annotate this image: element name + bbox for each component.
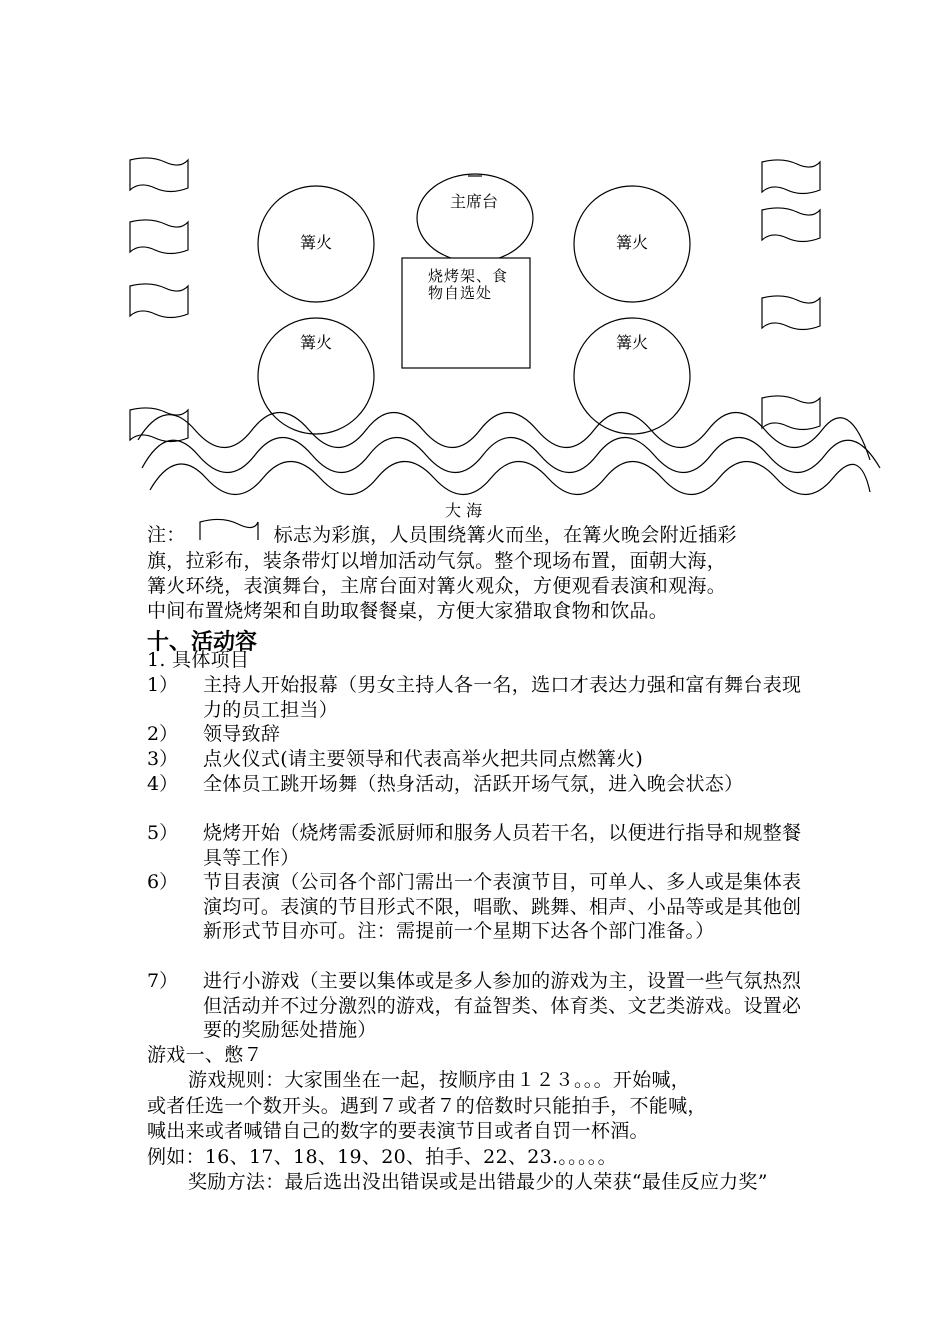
note-line [147,523,737,548]
sea-wave [150,462,870,495]
list-number: 5） [147,822,179,844]
flag-icon [762,396,820,430]
game-rules: 游戏规则：大家围坐在一起，按顺序由１２３。。。开始喊， [188,1069,691,1091]
list-number: 3） [147,748,179,770]
subsection-title: 1. 具体项目 [147,649,250,671]
sea-wave [138,413,870,461]
bonfire-label: 篝火 [300,233,333,252]
flag-icon [762,208,820,242]
section-title: 十、活动容 [147,629,258,655]
bbq-label: 烧烤架、食物自选处 [428,267,509,302]
bonfire-label: 篝火 [616,233,649,252]
game-title: 游戏一、憋７ [147,1044,263,1066]
list-number: 6） [147,871,179,893]
bonfire-label: 篝火 [300,333,333,352]
game-rules: 或者任选一个数开头。遇到７或者７的倍数时只能拍手，不能喊， [147,1095,707,1117]
flag-icon [130,220,188,254]
note-prefix: 注： [147,524,186,546]
flag-icon [130,158,188,192]
list-text: 节目表演（公司各个部门需出一个表演节目，可单人、多人或是集体表演均可。表演的节目形式不限，唱歌、跳舞、相声、小品等或是其他创新形式节目亦可。注：需提前一个星期下达各个部门准备。） [203,871,802,942]
game-reward: 奖励方法：最后选出没出错误或是出错最少的人荣获“最佳反应力奖” [188,1171,768,1193]
list-text: 点火仪式(请主要领导和代表高举火把共同点燃篝火) [203,748,644,770]
list-number: 1） [147,674,179,696]
stage-label: 主席台 [450,192,499,211]
note-line: 中间布置烧烤架和自助取餐餐桌，方便大家猎取食物和饮品。 [147,600,669,622]
list-text: 进行小游戏（主要以集体或是多人参加的游戏为主，设置一些气氛热烈但活动并不过分激烈的游戏，有益智类、体育类、文艺类游戏。设置必要的奖励惩处措施） [203,970,802,1041]
main-stage-ellipse [417,174,533,262]
flag-icon [130,408,188,442]
game-rules: 喊出来或者喊错自己的数字的要表演节目或者自罚一杯酒。 [147,1120,649,1142]
sea-wave [142,438,880,473]
flag-icon [762,296,820,330]
sea-label: 大 海 [445,501,483,520]
list-text: 全体员工跳开场舞（热身活动，活跃开场气氛，进入晚会状态） [203,773,744,795]
note-line: 旗，拉彩布，装条带灯以增加活动气氛。整个现场布置，面朝大海， [147,550,727,572]
flag-icon [762,160,820,194]
list-number: 4） [147,773,179,795]
list-text: 领导致辞 [203,723,281,745]
flag-icon [130,284,188,318]
game-example: 例如：16、17、18、19、20、拍手、22、23.。。。。。 [147,1146,617,1168]
bonfire-label: 篝火 [616,333,649,352]
list-number: 7） [147,970,179,992]
list-text: 主持人开始报幕（男女主持人各一名，选口才表达力强和富有舞台表现力的员工担当） [203,674,802,721]
note-text: 标志为彩旗，人员围绕篝火而坐，在篝火晚会附近插彩 [273,524,737,546]
note-line: 篝火环绕，表演舞台，主席台面对篝火观众，方便观看表演和观海。 [147,575,727,597]
list-text: 烧烤开始（烧烤需委派厨师和服务人员若干名，以便进行指导和规整餐具等工作） [203,822,802,869]
list-number: 2） [147,723,179,745]
